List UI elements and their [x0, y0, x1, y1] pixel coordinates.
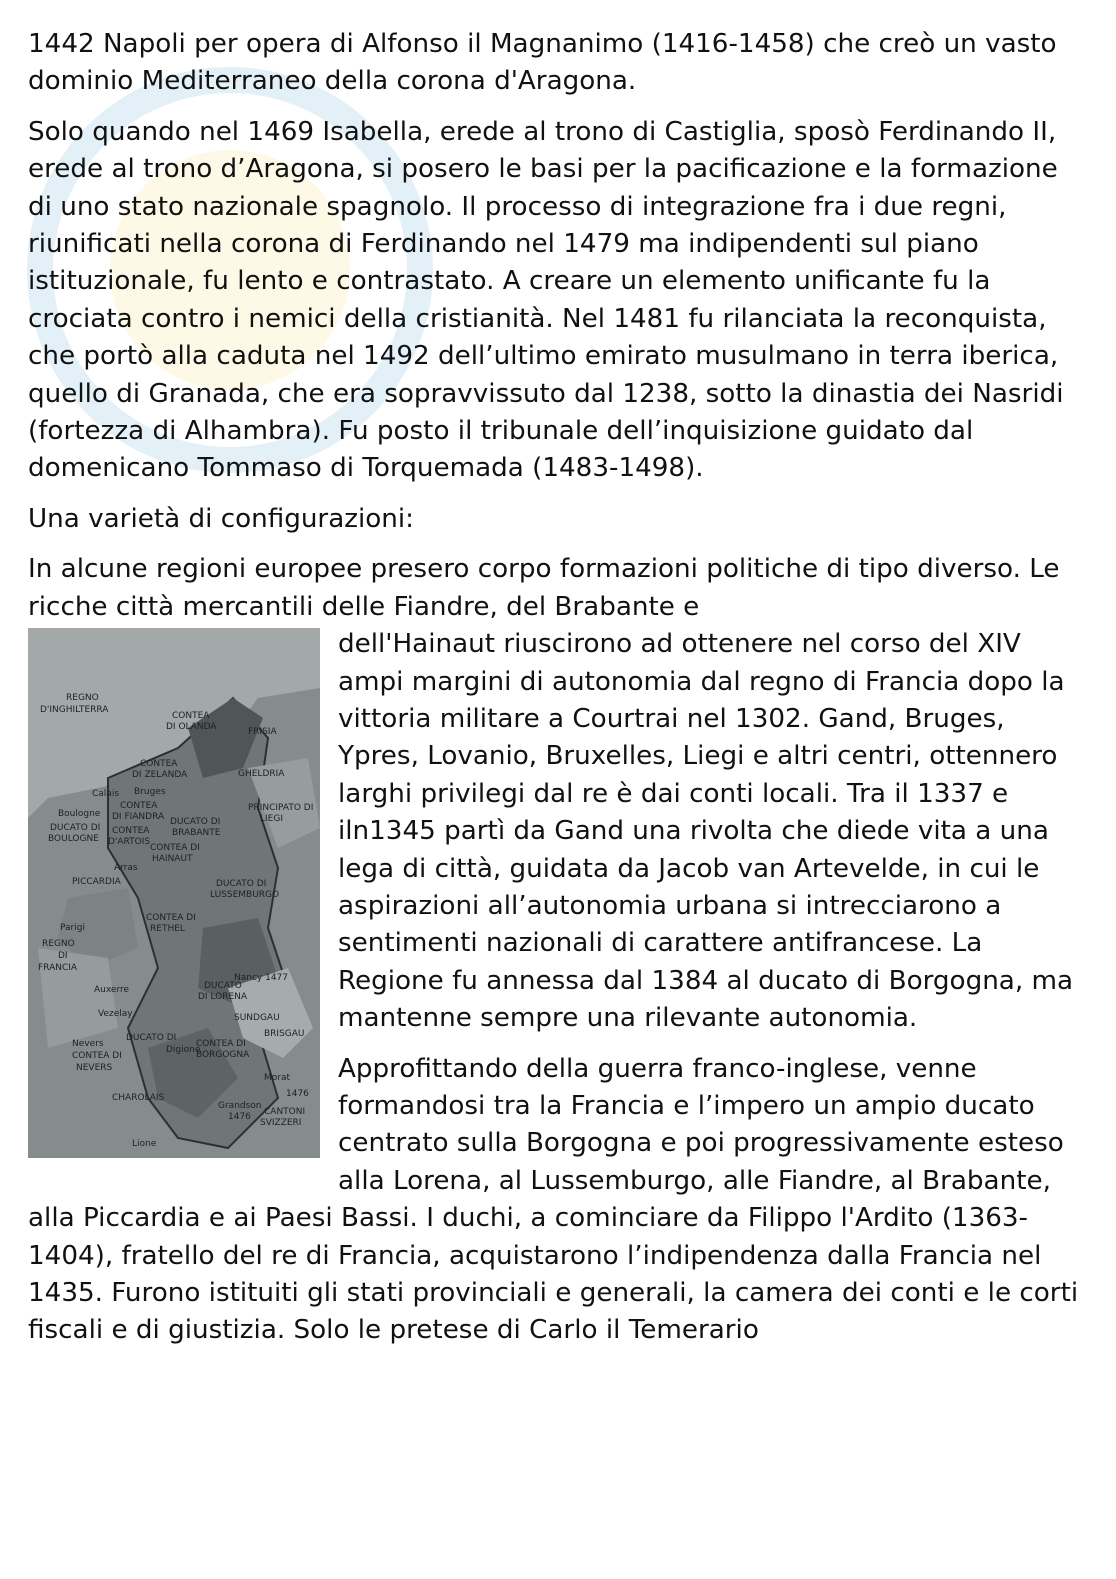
- burgundy-map: [28, 628, 320, 1158]
- map-label: FRISIA: [248, 727, 277, 738]
- map-label: Morat: [264, 1073, 291, 1084]
- map-label: Bruges: [134, 787, 166, 798]
- map-label: Digione: [166, 1045, 201, 1056]
- map-label: DUCATO DI: [216, 879, 267, 890]
- map-label: CANTONI: [264, 1107, 306, 1118]
- map-label: Vezelay: [98, 1009, 133, 1020]
- map-label: Auxerre: [94, 985, 130, 996]
- map-label: CONTEA DI: [150, 843, 200, 854]
- map-label: LUSSEMBURGO: [210, 890, 280, 901]
- map-label: Parigi: [60, 923, 85, 934]
- map-label: CONTEA DI: [146, 913, 196, 924]
- map-label: BORGOGNA: [196, 1050, 250, 1061]
- map-label: Boulogne: [58, 809, 101, 820]
- paragraph-burgundy-duchy: Approfittando della guerra franco-inglese, venne formandosi tra la Francia e l’impero un ampio ducato centrato sulla Borgogna e poi progressivamente esteso alla Lorena, al Lussemburgo, alle Fiandre, al Brabante, alla Piccardia e ai Paesi Bassi. I duchi, a cominciare da Filippo l'Ardito (1363-1404), fratello del re di Francia, acquistarono l’indipendenza dalla Francia nel 1435. Furono istituiti gli stati provinciali e generali, la camera dei conti e le corti fiscali e di giustizia. Solo le pretese di Carlo il Temerario: [28, 1053, 1079, 1346]
- map-label: PICCARDIA: [72, 877, 121, 888]
- map-label: Nancy 1477: [234, 973, 288, 984]
- map-label: DUCATO: [204, 981, 242, 992]
- map-label: RETHEL: [150, 924, 185, 935]
- map-label: DI ZELANDA: [132, 770, 188, 781]
- map-label: CONTEA DI: [196, 1039, 246, 1050]
- paragraph-section-heading: Una varietà di configurazioni:: [28, 503, 414, 534]
- map-label: D'ARTOIS: [108, 837, 151, 848]
- map-label: CONTEA DI: [72, 1051, 122, 1062]
- map-label: DUCATO DI: [50, 823, 101, 834]
- map-label: HAINAUT: [152, 854, 193, 865]
- map-label: BRABANTE: [172, 828, 221, 839]
- map-label: DI: [58, 951, 68, 962]
- map-label: PRINCIPATO DI: [248, 803, 314, 814]
- map-label: Grandson: [218, 1101, 262, 1112]
- map-label: LIEGI: [260, 814, 283, 825]
- paragraph-regions-intro: In alcune regioni europee presero corpo formazioni politiche di tipo diverso. Le ricche città mercantili delle Fiandre, del Brabante e: [28, 554, 1060, 622]
- map-label: SVIZZERI: [260, 1118, 302, 1129]
- burgundy-map-figure: [28, 628, 320, 1158]
- map-label: BOULOGNE: [48, 834, 99, 845]
- map-label: DUCATO DI: [126, 1033, 177, 1044]
- map-label: Nevers: [72, 1039, 104, 1050]
- map-label: NEVERS: [76, 1063, 113, 1074]
- map-label: DI FIANDRA: [112, 812, 165, 823]
- map-label: DI OLANDA: [166, 722, 217, 733]
- map-label: FRANCIA: [38, 963, 78, 974]
- map-label: Lione: [132, 1139, 157, 1150]
- map-label: GHELDRIA: [238, 769, 285, 780]
- map-label: REGNO: [42, 939, 75, 950]
- map-label: Arras: [114, 863, 138, 874]
- map-label: CONTEA: [140, 759, 178, 770]
- map-label: CONTEA: [172, 711, 210, 722]
- map-label: 1476: [286, 1089, 309, 1100]
- paragraph-spain-unification: Solo quando nel 1469 Isabella, erede al trono di Castiglia, sposò Ferdinando II, erede al trono d’Aragona, si posero le basi per la pacificazione e la formazione di uno stato nazionale spagnolo. Il processo di integrazione fra i due regni, riunificati nella corona di Ferdinando nel 1479 ma indipendenti sul piano istituzionale, fu lento e contrastato. A creare un elemento unificante fu la crociata contro i nemici della cristianità. Nel 1481 fu rilanciata la reconquista, che portò alla caduta nel 1492 dell’ultimo emirato musulmano in terra iberica, quello di Granada, che era sopravvissuto dal 1238, sotto la dinastia dei Nasridi (fortezza di Alhambra). Fu posto il tribunale dell’inquisizione guidato dal domenicano Tommaso di Torquemada (1483-1498).: [28, 116, 1064, 484]
- map-label: BRISGAU: [264, 1029, 305, 1040]
- map-label: SUNDGAU: [234, 1013, 280, 1024]
- map-label: DUCATO DI: [170, 817, 221, 828]
- map-label: D'INGHILTERRA: [40, 705, 109, 716]
- map-label: Calais: [92, 789, 120, 800]
- document-page: [28, 26, 1088, 1363]
- paragraph-naples: 1442 Napoli per opera di Alfonso il Magnanimo (1416-1458) che creò un vasto dominio Mediterraneo della corona d'Aragona.: [28, 29, 1057, 97]
- map-label: CHAROLAIS: [112, 1093, 165, 1104]
- map-label: CONTEA: [120, 801, 158, 812]
- map-label: 1476: [228, 1112, 251, 1123]
- map-label: REGNO: [66, 693, 99, 704]
- map-label: CONTEA: [112, 826, 150, 837]
- map-label: DI LORENA: [198, 992, 248, 1003]
- paragraph-flanders-autonomy: dell'Hainaut riuscirono ad ottenere nel corso del XIV ampi margini di autonomia dal regno di Francia dopo la vittoria militare a Courtrai nel 1302. Gand, Bruges, Ypres, Lovanio, Bruxelles, Liegi e altri centri, ottennero larghi privilegi dal re è dai conti locali. Tra il 1337 e iln1345 partì da Gand una rivolta che diede vita a una lega di città, guidata da Jacob van Artevelde, in cui le aspirazioni all’autonomia urbana si intrecciarono a sentimenti nazionali di carattere antifrancese. La Regione fu annessa dal 1384 al ducato di Borgogna, ma mantenne sempre una rilevante autonomia.: [338, 629, 1074, 1034]
